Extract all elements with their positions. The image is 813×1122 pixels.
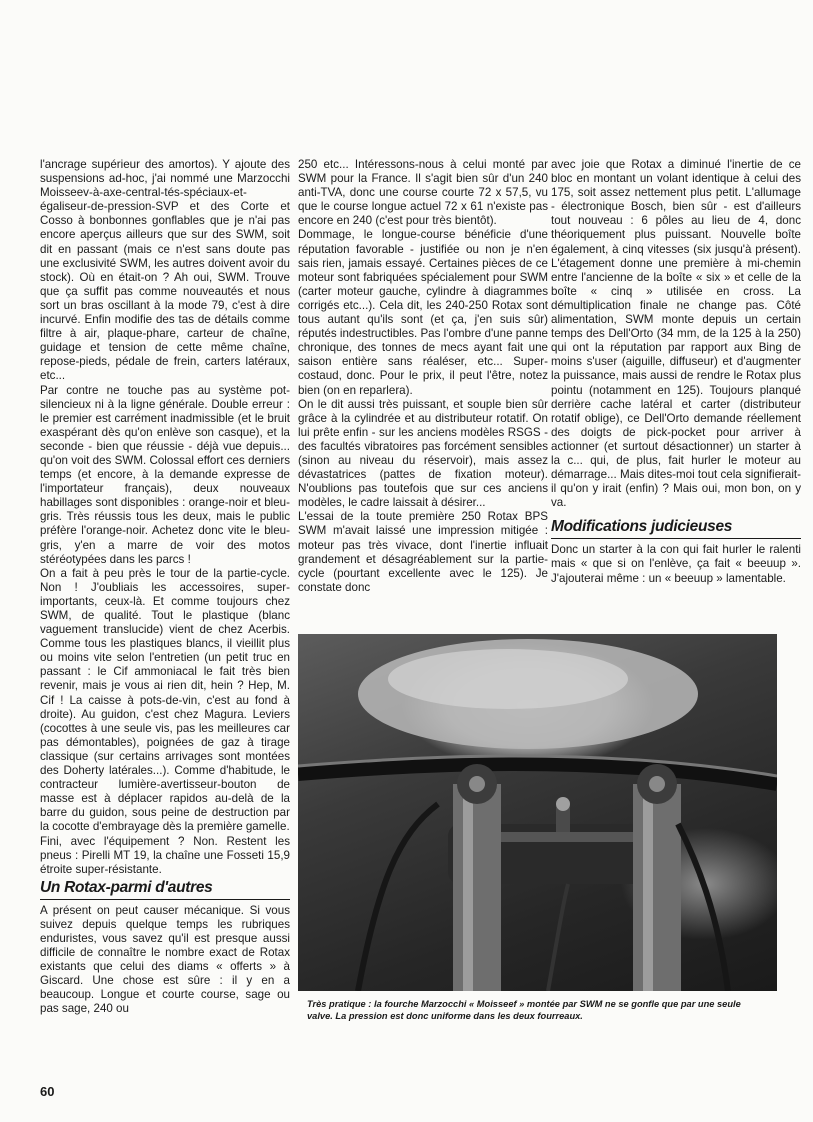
col1-paragraph-2: Par contre ne touche pas au système pot-silencieux ni à la ligne générale. Double erreur : le premier est carrément inadmissible (et le bruit exaspérant dès qu'on enlève son casque), et la seconde - bien que réussie - déjà vue depuis... qu'on voit des SWM. Colossal effort ces derniers temps (et encore, à la demande expresse de l'importateur français), deux nouveaux habillages sont disponibles : orange-noir et bleu-gris. Très réussis tous les deux, mais le public préfère l'orange-noir. Achetez donc vite le bleu-gris, y'en a marre de voir des motos stéréotypées dans les parcs ! (40, 383, 290, 566)
motorcycle-fork-photo (298, 634, 777, 991)
col2-paragraph-1: 250 etc... Intéressons-nous à celui monté par SWM pour la France. Il s'agit bien sûr d'un 240 anti-TVA, donc une course courte 72 x 57,5, vu que le course longue actuel 72 x 61 n'existe pas encore en 240 (c'est pour très bientôt). (298, 158, 548, 228)
photo-caption: Très pratique : la fourche Marzocchi « Moisseef » montée par SWM ne se gonfle que par une seule valve. La pression est donc uniforme dans les deux fourreaux. (307, 999, 741, 1021)
col1-paragraph-4: Fini, avec l'équipement ? Non. Restent les pneus : Pirelli MT 19, la chaîne une Fosseti 15,9 étroite super-résistante. (40, 834, 290, 876)
page-number: 60 (40, 1084, 55, 1099)
column-2 (298, 158, 548, 595)
col1-paragraph-1: l'ancrage supérieur des amortos). Y ajoute des suspensions ad-hoc, j'ai nommé une Marzocchi Moisseev-à-axe-central-tés-spéciaux-et-égaliseur-de-pression-SVP et des Corte et Cosso à bonbonnes gonflables que je n'ai pas encore aperçus ailleurs que sur des SWM, soit dit en passant (mais ce n'est sans doute pas une exclusivité SWM, les autres doivent avoir du stock). Où en était-on ? Ah oui, SWM. Trouve que ça suffit pas comme nouveautés et nous sort un bras oscillant à la mode 79, c'est à dire incurvé. Enfin modifie des tas de détails comme filtre à air, plaque-phare, carteur de chaîne, guidage et tension de cette même chaîne, repose-pieds, pédale de frein, carters latéraux, etc... (40, 158, 290, 383)
col1-paragraph-3: On a fait à peu près le tour de la partie-cycle. Non ! J'oubliais les accessoires, super-importants, ceux-là. Et comme toujours chez SWM, de qualité. Tout le plastique (blanc vaguement translucide) vient de chez Acerbis. Comme tous les plastiques blancs, il vieillit plus ou moins vite selon l'entretien (un petit truc en passant : le Cif ammoniacal le fait très bien revenir, mais je vous ai rien dit, hein ? Hep, M. Cif ! La caisse à pots-de-vin, c'est au fond à droite). Au guidon, c'est chez Magura. Leviers (cocottes à une seule vis, pas les meilleures car pas démontables), poignées de gaz à tirage classique (sur certains arrivages sont montées des Doherty latérales...). Comme d'habitude, le contracteur lumière-avertisseur-bouton de masse est à déplacer rapidos au-delà de la barre du guidon, sous peine de destruction par la cocotte d'embrayage dès la première gamelle. (40, 566, 290, 834)
col2-paragraph-3: On le dit aussi très puissant, et souple bien sûr grâce à la cylindrée et au distributeur rotatif. On lui prête enfin - sur les anciens modèles RSGS - des facultés vibratoires pas forcément sensibles (sinon au niveau du réservoir), mais assez dévastatrices (pattes de fixation moteur). N'oublions pas toutefois que sur ces anciens modèles, le cadre laissait à désirer... (298, 397, 548, 510)
fork-photo-illustration (298, 634, 777, 991)
col3-paragraph-2: Donc un starter à la con qui fait hurler le ralenti mais « que si on l'enlève, ça fait « beeuup ». J'ajouterai même : un « beeuup » lamentable. (551, 543, 801, 585)
col1-paragraph-5: A présent on peut causer mécanique. Si vous suivez depuis quelque temps les rubriques enduristes, vous savez qu'il est presque aussi difficile de connaître le nombre exact de Rotax existants que celui des diams « offerts » à Giscard. Une chose est sûre : il y en a beaucoup. Longue et courte course, sage ou pas sage, 240 ou (40, 903, 290, 1016)
col2-paragraph-2: Dommage, le longue-course bénéficie d'une réputation favorable - justifiée ou non je n'en sais rien, jamais essayé. Certaines pièces de ce moteur sont fabriquées spécialement pour SWM (carter moteur gauche, cylindre à diagrammes corrigés etc...). Cela dit, les 240-250 Rotax sont tous autant qu'ils sont (et ça, j'en suis sûr) réputés indestructibles. Pas l'ombre d'une panne chronique, des tonnes de mecs ayant fait une saison entière sans réaléser, etc... Super-costaud, donc. Pour le prix, il peut l'être, notez bien (on en reparlera). (298, 228, 548, 397)
col2-paragraph-4: L'essai de la toute première 250 Rotax BPS SWM m'avait laissé une impression mitigée : moteur pas très vivace, dont l'inertie influait grandement et désagréablement sur la partie-cycle (pourtant excellente avec le 125). Je constate donc (298, 510, 548, 594)
section-heading-modifications: Modifications judicieuses (551, 518, 801, 539)
section-heading-rotax: Un Rotax-parmi d'autres (40, 879, 290, 900)
column-1 (40, 158, 290, 1017)
column-3 (551, 158, 801, 586)
col3-paragraph-1: avec joie que Rotax a diminué l'inertie de ce bloc en montant un volant identique à celui des 175, soit assez nettement plus petit. L'allumage - électronique Bosch, bien sûr - est d'ailleurs tout nouveau : 6 pôles au lieu de 4, donc théoriquement plus puissant. Nouvelle boîte également, à cinq vitesses (six jusqu'à présent). L'étagement donne une première à mi-chemin entre l'ancienne de la boîte « six » et celle de la boîte « cinq » utilisée en cross. La démultiplication finale ne change pas. Côté alimentation, SWM monte depuis un certain temps des Dell'Orto (34 mm, de la 125 à la 250) qui ont la réputation par rapport aux Bing de moins s'user (aiguille, diffuseur) et d'augmenter la puissance, mais aussi de rendre le Rotax plus pointu (notamment en 125). Toujours planqué derrière cache latéral et carter (distributeur rotatif oblige), ce Dell'Orto demande réellement des doigts de pick-pocket pour arriver à actionner (et surtout désactionner) un starter à la c... qui, de plus, fait hurler le moteur au démarrage... Mais dites-moi tout cela signifierait-il qu'on y irait (enfin) ? Mais oui, mon bon, on y va. (551, 158, 802, 510)
